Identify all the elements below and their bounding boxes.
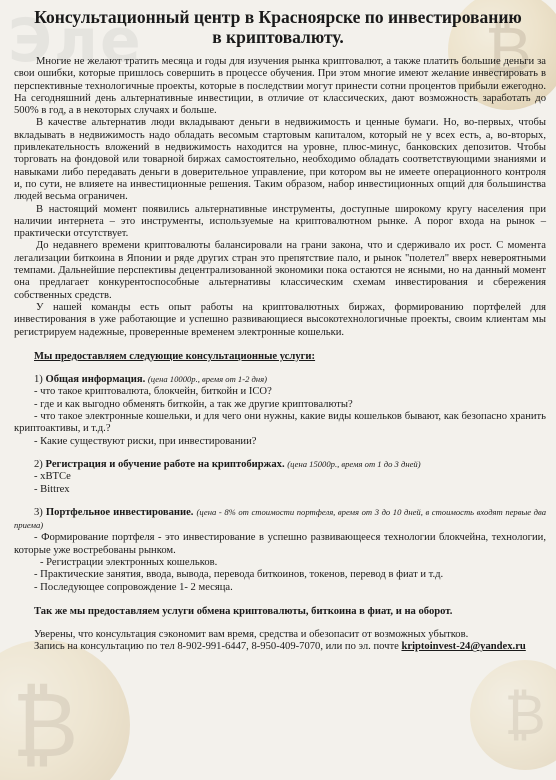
services-heading: Мы предоставляем следующие консультационные услуги: bbox=[34, 350, 316, 362]
service-exchange-registration bbox=[14, 458, 546, 496]
service-name: Портфельное инвестирование. bbox=[45, 506, 194, 518]
service-number: 3) bbox=[34, 506, 43, 518]
service-item: - что такое криптовалюта, блокчейн, биткойн и ICO? bbox=[34, 386, 272, 398]
email-link[interactable]: kriptoinvest-24@yandex.ru bbox=[401, 641, 526, 653]
service-price-note: (цена 15000р., время от 1 до 3 дней) bbox=[287, 458, 421, 469]
service-general-info bbox=[14, 373, 546, 448]
bitcoin-coin-icon bbox=[0, 640, 130, 780]
paragraph: В настоящий момент появились альтернативные инструменты, доступные широкому кругу населения при наличии интернета – это инструменты, используемые на криптовалютном рынке. А порог входа на рынок – практически отсутствует. bbox=[14, 203, 546, 240]
service-header bbox=[34, 458, 546, 471]
exchange-services-line: Так же мы предоставляем услуги обмена криптовалюты, биткоина в фиат, и на оборот. bbox=[34, 605, 453, 617]
service-price-note: (цена 10000р., время от 1-2 дня) bbox=[147, 374, 268, 385]
service-name: Общая информация. bbox=[45, 374, 146, 386]
service-number: 2) bbox=[34, 458, 43, 470]
paragraph: В качестве альтернатив люди вкладывают деньги в недвижимость и ценные бумаги. Но, во-первых, чтобы вкладывать в недвижимость надо обладать весомым стартовым капиталом, который не у всех есть, а, во-вторых, привлекательность вложений в недвижимость находится на уровне, плюс-минус, банковских депозитов. Чтобы торговать на фондовой или товарной биржах самостоятельно, необходимо обладать соответствующими знаниями и навыками либо передавать деньги в доверительное управление, при котором вы не имеете операционного контроля и, по сути, не влияете на инвестиционные решения. Таким образом, набор инвестиционных опций для большинства людей весьма ограничен. bbox=[14, 117, 546, 203]
service-item: - что такое электронные кошельки, и для чего они нужны, какие виды кошельков бывают, как безопасно хранить криптоактивы, и т.д.? bbox=[14, 411, 546, 435]
paragraph: Многие не желают тратить месяца и годы для изучения рынка криптовалют, а также платить большие деньги за свои ошибки, которые пришлось совершить в процессе обучения. При этом многие имеют желание инвестировать в перспективные технологичные проекты, которые в последствии могут принести сотни процентов прибыли ежегодно. На сегодняшний день альтернативные инвестиции, в отличие от классических, дают возможность заработать до 500% в год, а в некоторых случаях и больше. bbox=[14, 56, 546, 117]
contact-text: Запись на консультацию по тел 8-902-991-6447, 8-950-409-7070, или по эл. почте bbox=[34, 641, 399, 653]
service-item: - Формирование портфеля - это инвестирование в успешно развивающееся технологии блокчейна, технологии, которые уже востребованы рынком. bbox=[14, 532, 546, 556]
closing-text: Уверены, что консультация сэкономит вам время, средства и обезопасит от возможных убытков. bbox=[34, 629, 469, 641]
watermark-text: Эле bbox=[8, 6, 143, 76]
service-item: - где и как выгодно обменять биткойн, а так же другие криптовалюты? bbox=[34, 398, 353, 410]
service-item: - Последующее сопровождение 1- 2 месяца. bbox=[34, 581, 233, 593]
service-item: - xBTCe bbox=[34, 471, 71, 483]
closing-block bbox=[14, 629, 546, 654]
service-price-note: (цена - 8% от стоимости портфеля, время от 3 до 10 дней, в стоимость входят первые два приема) bbox=[14, 506, 546, 531]
service-item: - Bittrex bbox=[34, 483, 70, 495]
service-item: - Какие существуют риски, при инвестировании? bbox=[34, 435, 257, 447]
document-body bbox=[0, 56, 556, 654]
service-number: 1) bbox=[34, 374, 43, 386]
service-name: Регистрация и обучение работе на криптобиржах. bbox=[45, 458, 285, 470]
service-header bbox=[34, 373, 546, 386]
service-item: - Регистрации электронных кошельков. bbox=[40, 556, 218, 568]
service-portfolio-investing bbox=[14, 506, 546, 594]
paragraph: До недавнего времени криптовалюты балансировали на грани закона, что и сдерживало их рост. С момента легализации биткоина в Японии и ряде других стран это препятствие пало, и рынок "полетел" вверх невероятными темпами. Дальнейшие перспективы децентрализованной экономики пока остаются не ясными, но на данный момент она предлагает конкурентоспособные альтернативы классическим схемам инвестирования и сбережения собственных средств. bbox=[14, 240, 546, 301]
bitcoin-coin-icon bbox=[470, 660, 556, 770]
paragraph: У нашей команды есть опыт работы на криптовалютных биржах, формированию портфелей для инвестирования в уже работающие и успешно развивающиеся высокотехнологичные проекты, своим клиентам мы регистрируем надежные, проверенные временем электронные кошельки. bbox=[14, 301, 546, 338]
service-item: - Практические занятия, ввода, вывода, перевода биткоинов, токенов, перевод в фиат и т.д. bbox=[34, 569, 444, 581]
page-title: Консультационный центр в Красноярске по инвестированию в криптовалюту. bbox=[34, 7, 522, 47]
service-header bbox=[14, 506, 546, 533]
contact-line bbox=[14, 641, 546, 653]
